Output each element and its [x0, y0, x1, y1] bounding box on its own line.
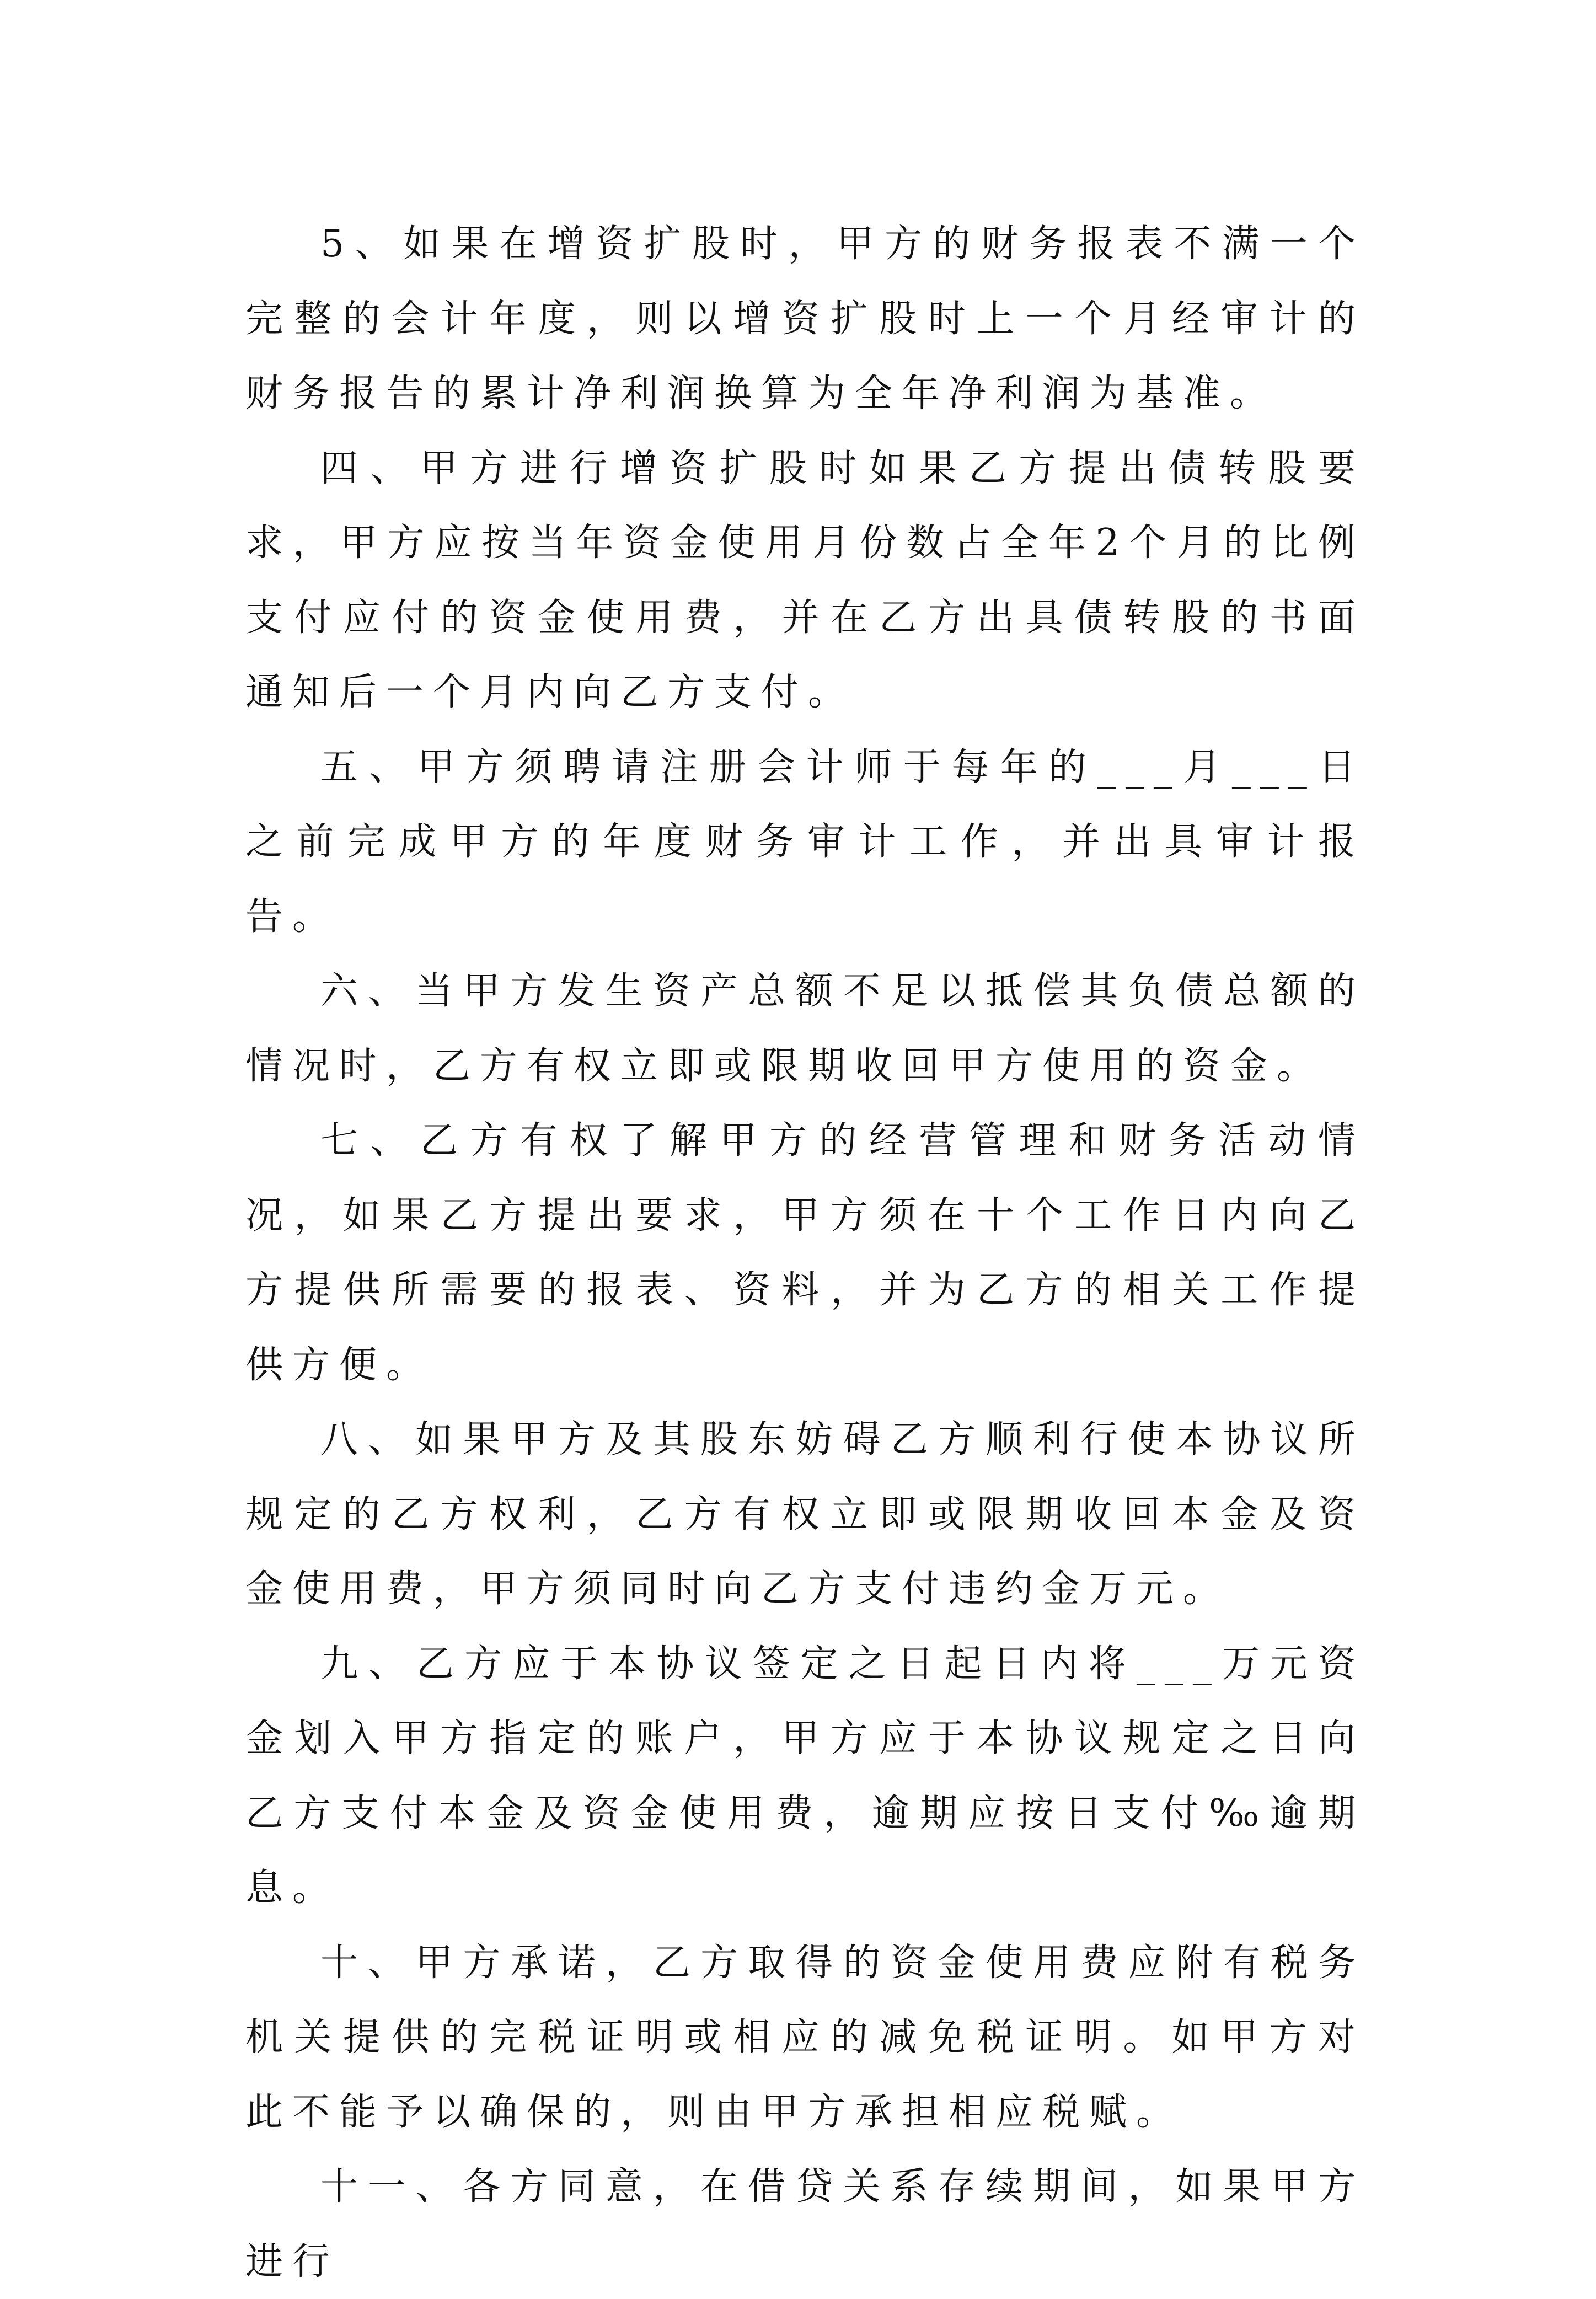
paragraph-6-asset-shortfall: 六、当甲方发生资产总额不足以抵偿其负债总额的情况时，乙方有权立即或限期收回甲方使用的资金。: [245, 969, 1365, 1088]
paragraph-4-debt-to-equity: 四、甲方进行增资扩股时如果乙方提出债转股要求，甲方应按当年资金使用月份数占全年2个月的比例支付应付的资金使用费，并在乙方出具债转股的书面通知后一个月内向乙方支付。: [245, 446, 1365, 714]
paragraph-10-tax-commitment: 十、甲方承诺，乙方取得的资金使用费应附有税务机关提供的完税证明或相应的减免税证明。如甲方对此不能予以确保的，则由甲方承担相应税赋。: [245, 1941, 1365, 2134]
document-body: [245, 207, 1365, 2299]
paragraph-5-financial-statement: 5、如果在增资扩股时，甲方的财务报表不满一个完整的会计年度，则以增资扩股时上一个月经审计的财务报告的累计净利润换算为全年净利润为基准。: [245, 222, 1365, 415]
paragraph-11-loan-period: 十一、各方同意，在借贷关系存续期间，如果甲方进行: [245, 2165, 1365, 2284]
paragraph-7-information-rights: 七、乙方有权了解甲方的经营管理和财务活动情况，如果乙方提出要求，甲方须在十个工作日内向乙方提供所需要的报表、资料，并为乙方的相关工作提供方便。: [245, 1119, 1365, 1387]
paragraph-5-annual-audit: 五、甲方须聘请注册会计师于每年的___月___日之前完成甲方的年度财务审计工作，并出具审计报告。: [245, 745, 1365, 939]
paragraph-9-fund-transfer: 九、乙方应于本协议签定之日起日内将___万元资金划入甲方指定的账户，甲方应于本协议规定之日向乙方支付本金及资金使用费，逾期应按日支付‰逾期息。: [245, 1642, 1365, 1910]
paragraph-8-obstruction-penalty: 八、如果甲方及其股东妨碍乙方顺利行使本协议所规定的乙方权利，乙方有权立即或限期收回本金及资金使用费，甲方须同时向乙方支付违约金万元。: [245, 1418, 1365, 1611]
